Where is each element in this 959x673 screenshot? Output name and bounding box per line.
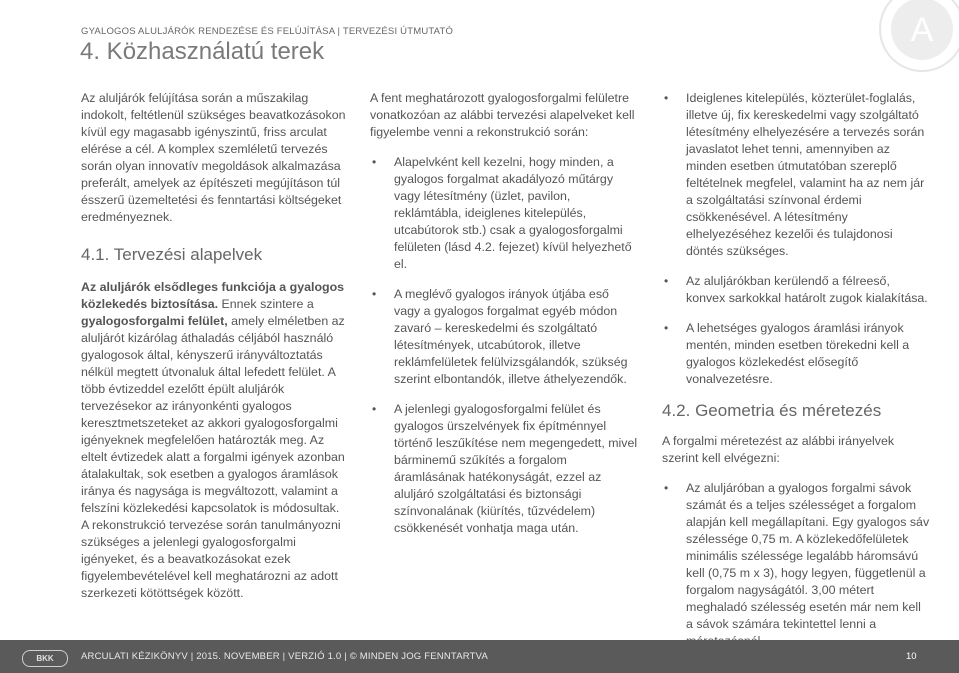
section-title-4-2: 4.2. Geometria és méretezés bbox=[662, 401, 882, 420]
list-item-text: A meglévő gyalogos irányok útjába eső vagy a gyalogos forgalmat egyéb módon zavaró – kereskedelmi és szolgáltató létesítmények, utcabútorok, illetve reklámfelületek felülvizsgálandók, szükség szerint elbontandók, illetve áthelyezendők. bbox=[394, 287, 628, 386]
principles-list bbox=[370, 154, 638, 537]
bullet-icon: • bbox=[372, 287, 377, 301]
list-item-text: Az aluljárókban kerülendő a félreeső, konvex sarkokkal határolt zugok kialakítása. bbox=[686, 274, 928, 305]
aluljaro-logo-icon bbox=[879, 0, 959, 72]
page-number: 10 bbox=[906, 651, 917, 662]
bkk-logo: BKK bbox=[22, 650, 68, 667]
intro-paragraph: Az aluljárók felújítása során a műszakilag indokolt, feltétlenül szükséges beavatkozásokon kívül egy magasabb igényszintű, friss arculat elérése a cél. A komplex szemléletű tervezés során olyan innovatív megoldások alkalmazása preferált, amelyek az építészeti megújításon túl ésszerű üzemeltetési és fenntartási költségeket eredményeznek. bbox=[81, 91, 346, 224]
body-text-part1: Ennek szintere a bbox=[218, 297, 314, 311]
page-title: 4. Közhasználatú terek bbox=[80, 38, 325, 65]
lead-sentence: Az aluljárók elsődleges funkciója a gyalogos közlekedés biztosítása. bbox=[81, 280, 345, 311]
bullet-icon: • bbox=[372, 402, 377, 416]
list-item bbox=[662, 273, 930, 307]
principles-list-continued bbox=[662, 90, 930, 388]
list-item bbox=[662, 480, 930, 650]
list-item bbox=[662, 90, 930, 260]
page-footer bbox=[0, 640, 959, 673]
column-2-intro: A fent meghatározott gyalogosforgalmi felületre vonatkozóan az alábbi tervezési alapelveket kell figyelembe venni a rekonstrukció során: bbox=[370, 91, 635, 139]
bullet-icon: • bbox=[372, 155, 377, 169]
section-title-4-1: 4.1. Tervezési alapelvek bbox=[81, 245, 263, 264]
bullet-icon: • bbox=[664, 321, 669, 335]
list-item-text: A jelenlegi gyalogosforgalmi felület és gyalogos ürszelvények fix építménnyel történő leszűkítése nem megengedett, mivel bárminemű szűkítés a forgalom áramlásának hatékonyságát, ezzel az aluljáró szolgáltatási és biztonsági színvonalának (kiürítés, tűzvédelem) csökkenését vonhatja maga után. bbox=[394, 402, 638, 535]
column-3 bbox=[662, 90, 930, 663]
list-item bbox=[662, 320, 930, 388]
column-2 bbox=[370, 90, 638, 550]
list-item-text: Alapelvként kell kezelni, hogy minden, a gyalogos forgalmat akadályozó műtárgy vagy létesítmény (üzlet, pavilon, reklámtábla, ideiglenes kitelepülés, utcabútorok stb.) csak a gyalogosforgalmi felületen (lásd 4.2. fejezet) kívül helyezhető el. bbox=[394, 155, 632, 271]
document-kicker: GYALOGOS ALULJÁRÓK RENDEZÉSE ÉS FELÚJÍTÁSA | TERVEZÉSI ÚTMUTATÓ bbox=[81, 26, 454, 37]
sizing-list bbox=[662, 480, 930, 650]
logo-letter: A bbox=[910, 11, 934, 49]
body-text-part2: amely elméletben az aluljárót kizárólag áthaladás céljából használó gyalogosok által, kényszerű irányváltoztatás nélkül megtett útvonaluk által lefedett felület. A több évtizeddel ezelőtt épült aluljárók tervezésekor az irányonkénti gyalogos keresztmetszeteket az akkori gyalogosforgalmi igényeknek megfelelően határozták meg. Az eltelt évtizedek alatt a forgalmi igények azonban átalakultak, sok esetben a gyalogos áramlások iránya és nagysága is megváltozott, valamint a felszíni közlekedési kapcsolatok is módosultak. A rekonstrukció tervezése során tanulmányozni szükséges a jelenlegi gyalogosforgalmi igényeket, és a beavatkozásokat ezek figyelembevételével kell meghatározni az adott szerkezeti kötöttségek között. bbox=[81, 314, 345, 600]
list-item-text: A lehetséges gyalogos áramlási irányok mentén, minden esetben törekedni kell a gyalogos közlekedést elősegítő vonalvezetésre. bbox=[686, 321, 910, 386]
principles-paragraph bbox=[81, 279, 349, 602]
bullet-icon: • bbox=[664, 481, 669, 495]
list-item bbox=[370, 154, 638, 273]
list-item-text: Az aluljáróban a gyalogos forgalmi sávok számát és a teljes szélességet a forgalom alapján kell megállapítani. Egy gyalogos sáv szélessége 0,75 m. A közlekedőfelületek minimális szélessége legalább háromsávú kell (0,75 m x 3), hogy legyen, függetlenül a forgalom nagyságától. 3,00 métert meghaladó szélesség esetén már nem kell a sávok számára tekintettel lenni a bbox=[686, 481, 930, 631]
list-item-text: Ideiglenes kitelepülés, közterület-foglalás, illetve új, fix kereskedelmi vagy szolgáltató létesítmény elhelyezésére a tervezés során javaslatot lehet tenni, amennyiben az minden esetben útmutatóban szereplő feltételnek megfelel, valamint ha az nem jár a szolgáltatási színvonal érdemi csökkenésével. A létesítmény elhelyezéséhez kezelői és tulajdonosi döntés szükséges. bbox=[686, 91, 925, 258]
footer-text: ARCULATI KÉZIKÖNYV | 2015. NOVEMBER | VERZIÓ 1.0 | © MINDEN JOG FENNTARTVA bbox=[81, 651, 488, 662]
bold-term: gyalogosforgalmi felület, bbox=[81, 314, 228, 328]
list-item bbox=[370, 401, 638, 537]
list-item bbox=[370, 286, 638, 388]
bullet-icon: • bbox=[664, 274, 669, 288]
bullet-icon: • bbox=[664, 91, 669, 105]
column-1 bbox=[81, 90, 349, 602]
sizing-intro: A forgalmi méretezést az alábbi irányelvek szerint kell elvégezni: bbox=[662, 434, 895, 465]
